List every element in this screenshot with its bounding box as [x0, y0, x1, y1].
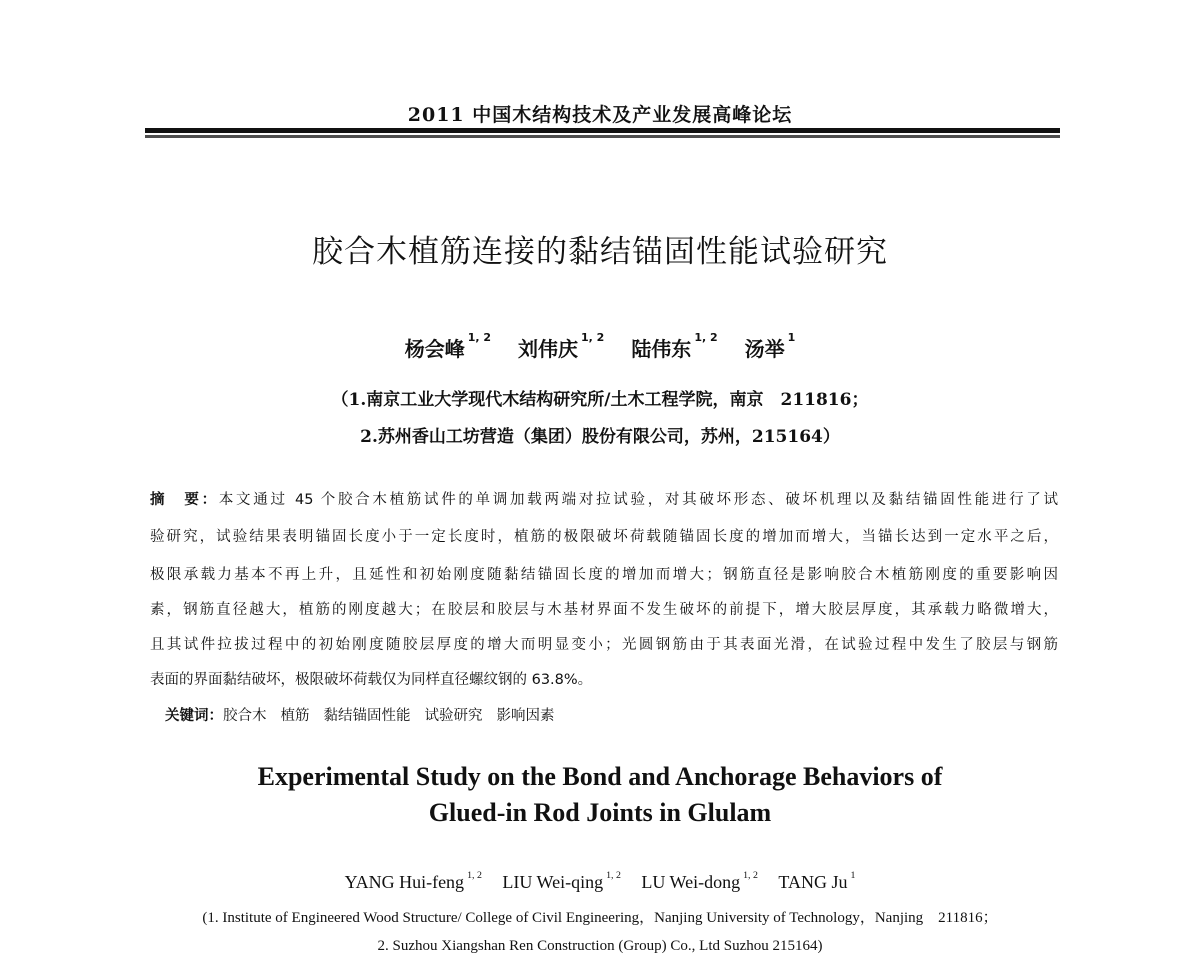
running-header: 2011 中国木结构技术及产业发展高峰论坛 — [407, 104, 793, 126]
author-affiliation-mark: 1, 2 — [694, 331, 718, 344]
author-name: TANG Ju — [778, 872, 848, 892]
english-author — [641, 872, 758, 892]
abstract-label: 摘 要： — [150, 492, 219, 508]
english-author — [502, 872, 621, 892]
author-name: LIU Wei-qing — [502, 872, 604, 892]
keyword: 胶合木 — [223, 708, 267, 724]
author-affiliation-mark: 1, 2 — [467, 331, 492, 344]
keywords — [165, 704, 569, 725]
abstract-line: 素，钢筋直径越大，植筋的刚度越大；在胶层和胶层与木基材界面不发生破坏的前提下，增大胶层厚度，其承载力略微增大， — [150, 602, 1058, 618]
english-title-line: Glued-in Rod Joints in Glulam — [428, 798, 772, 827]
author-name: LU Wei-dong — [641, 872, 741, 892]
author-name: 刘伟庆 — [518, 337, 579, 361]
author-affiliation-mark: 1, 2 — [467, 870, 482, 881]
keyword: 影响因素 — [496, 708, 555, 724]
author — [631, 331, 718, 361]
author-affiliation-mark: 1, 2 — [606, 870, 621, 881]
affiliation: （1.南京工业大学现代木结构研究所/土木工程学院，南京 211816； — [331, 390, 869, 410]
author-affiliation-mark: 1 — [850, 870, 856, 881]
abstract-line: 极限承载力基本不再上升，且延性和初始刚度随黏结锚固长度的增加而增大；钢筋直径是影响胶合木植筋刚度的重要影响因 — [150, 567, 1058, 583]
keywords-label: 关键词： — [165, 708, 223, 724]
keyword: 试验研究 — [424, 708, 483, 724]
keyword: 植筋 — [280, 708, 310, 724]
paper-title: 胶合木植筋连接的黏结锚固性能试验研究 — [312, 234, 888, 270]
english-title-line: Experimental Study on the Bond and Anchorage Behaviors of — [257, 762, 943, 791]
author-list — [0, 333, 1200, 362]
author — [518, 331, 605, 361]
author — [404, 331, 492, 361]
abstract-line: 表面的界面黏结破坏，极限破坏荷载仅为同样直径螺纹钢的 63.8%。 — [150, 672, 593, 688]
author-name: YANG Hui-feng — [344, 872, 465, 892]
abstract-line — [150, 488, 1058, 509]
abstract-line: 验研究，试验结果表明锚固长度小于一定长度时，植筋的极限破坏荷载随锚固长度的增加而增大，当锚长达到一定水平之后， — [150, 529, 1058, 545]
header-rule — [145, 128, 1060, 133]
affiliation: 2.苏州香山工坊营造（集团）股份有限公司，苏州，215164） — [360, 427, 840, 447]
abstract-line: 且其试件拉拔过程中的初始刚度随胶层厚度的增大而明显变小；光圆钢筋由于其表面光滑，在试验过程中发生了胶层与钢筋 — [150, 637, 1058, 653]
english-author-list — [0, 872, 1200, 893]
author-name: 汤举 — [744, 337, 785, 361]
author-name: 陆伟东 — [631, 337, 692, 361]
author-name: 杨会峰 — [404, 337, 465, 361]
author-affiliation-mark: 1, 2 — [581, 331, 605, 344]
abstract-text: 本文通过 45 个胶合木植筋试件的单调加载两端对拉试验，对其破坏形态、破坏机理以及黏结锚固性能进行了试 — [218, 492, 1059, 508]
english-affiliation: 2. Suzhou Xiangshan Ren Construction (Group) Co., Ltd Suzhou 215164) — [377, 938, 823, 954]
header-rule-secondary — [145, 135, 1060, 138]
author-affiliation-mark: 1, 2 — [743, 870, 758, 881]
author — [744, 331, 796, 361]
english-author — [345, 872, 482, 892]
english-author — [778, 872, 855, 892]
author-affiliation-mark: 1 — [787, 331, 796, 344]
keyword: 黏结锚固性能 — [323, 708, 411, 724]
english-affiliation: (1. Institute of Engineered Wood Structure/ College of Civil Engineering，Nanjing University of Technology，Nanjing 211816； — [202, 910, 998, 926]
